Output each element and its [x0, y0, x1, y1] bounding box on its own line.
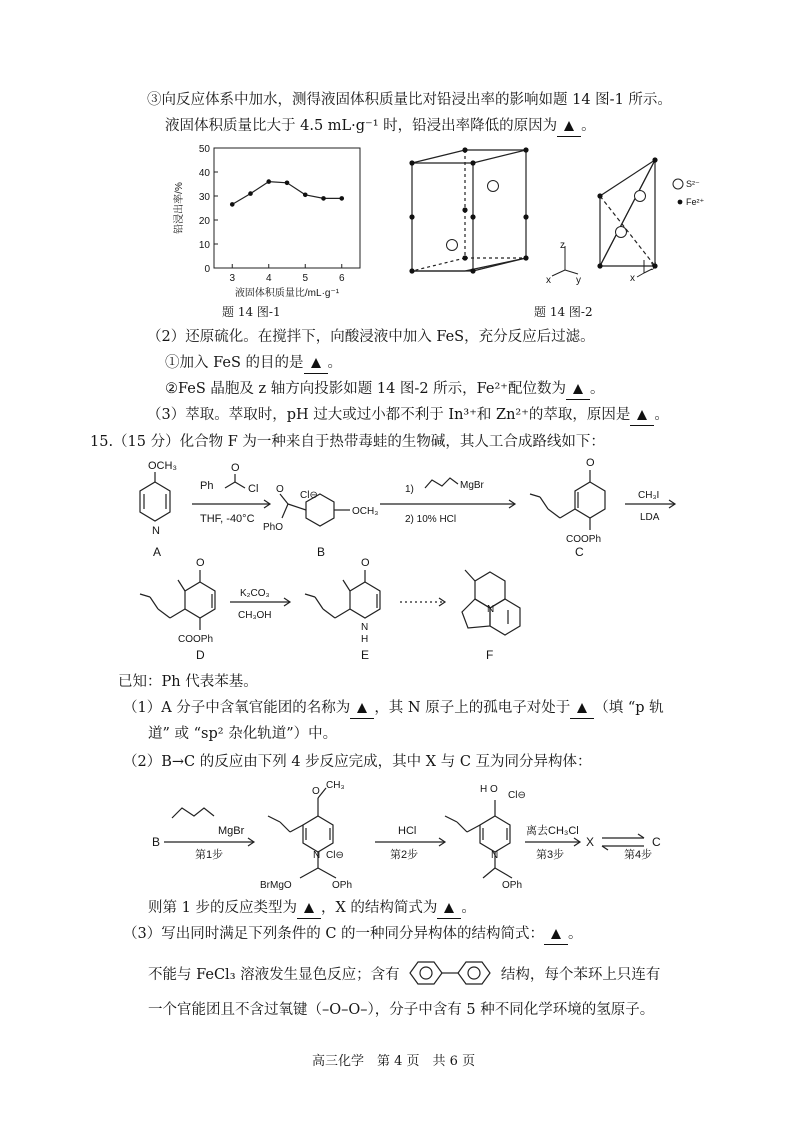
- data-point: [248, 191, 253, 196]
- condition-line1: [148, 960, 660, 986]
- D-cooph: COOPh: [178, 634, 214, 645]
- s2-mgbr: MgBr: [218, 825, 245, 837]
- answer-blank[interactable]: [350, 698, 374, 719]
- q14-2-2-text: ②FeS 晶胞及 z 轴方向投影如题 14 图-2 所示，Fe²⁺配位数为: [165, 381, 566, 397]
- reagent1-cond: THF, -40°C: [200, 513, 255, 525]
- B-cl: Cl⊖: [300, 490, 318, 501]
- y-tick-label: 40: [198, 168, 210, 179]
- E-n: N: [361, 622, 369, 633]
- q14-part3: [147, 405, 669, 426]
- condition-line2: 一个官能团且不含过氧键（–O–O–），分子中含有 5 种不同化学环境的氢原子。: [148, 1002, 655, 1018]
- axis-x: x: [546, 275, 551, 286]
- legend-fe-marker: [678, 200, 683, 205]
- E-label: E: [361, 648, 370, 662]
- legend-s-marker: [673, 179, 683, 189]
- punct: 。: [327, 355, 342, 371]
- triangle-icon: [577, 703, 587, 713]
- fe-atoms: [409, 147, 528, 273]
- step4-k2co3: K₂CO₃: [240, 588, 270, 599]
- y-tick-label: 30: [198, 192, 210, 203]
- x-axis-label: 液固体积质量比/mL·g⁻¹: [234, 288, 340, 299]
- page-footer: 高三化学 第 4 页 共 6 页: [312, 1054, 476, 1069]
- chart-lead-leaching: [170, 140, 370, 300]
- legend-s: S²⁻: [686, 179, 700, 189]
- triangle-icon: [551, 929, 561, 939]
- step2-mgbr: MgBr: [460, 480, 484, 491]
- s2-X: X: [586, 835, 595, 849]
- s1a: （1）A 分子中含氧官能团的名称为: [123, 700, 351, 716]
- int1-n: N: [313, 850, 321, 861]
- answer-blank[interactable]: [544, 924, 568, 945]
- B-pho: PhO: [263, 522, 284, 533]
- answer-blank[interactable]: [304, 353, 328, 374]
- s2-hcl: HCl: [398, 825, 417, 837]
- q14-part2-2: [165, 379, 604, 400]
- s2a: 则第 1 步的反应类型为: [148, 900, 297, 916]
- q14-2-1-text: ①加入 FeS 的目的是: [165, 355, 304, 371]
- q-part3-line1: ③向反应体系中加水，测得液固体积质量比对铅浸出率的影响如题 14 图-1 所示。: [147, 92, 672, 108]
- triangle-icon: [564, 121, 574, 131]
- A-och3: OCH₃: [148, 460, 177, 472]
- int1-cl: Cl⊖: [326, 850, 344, 861]
- s2-step3: 第3步: [536, 849, 565, 861]
- proj-axis-x: x: [630, 273, 635, 284]
- F-n: N: [487, 604, 495, 615]
- punct: 。: [654, 407, 669, 423]
- legend-fe: Fe²⁺: [686, 197, 705, 207]
- answer-blank[interactable]: [630, 405, 654, 426]
- s2-C: C: [652, 835, 661, 849]
- step3-lda: LDA: [640, 512, 660, 523]
- four-step-mechanism: [150, 776, 710, 896]
- q-part3-line2-text: 液固体积质量比大于 4.5 mL·g⁻¹ 时，铅浸出率降低的原因为: [165, 118, 558, 134]
- s2-remove: 离去CH₃Cl: [526, 825, 579, 837]
- int2-n: N: [491, 850, 499, 861]
- y-tick-label: 10: [198, 240, 210, 251]
- x-tick-label: 6: [338, 273, 345, 284]
- step2-hcl: 2) 10% HCl: [405, 514, 457, 525]
- int1-oph: OPh: [332, 880, 353, 891]
- A-label: A: [153, 545, 162, 559]
- unit-cell-box: [412, 150, 526, 271]
- triangle-icon: [357, 703, 367, 713]
- proj-axis-y: y: [651, 260, 656, 271]
- q14-part2: （2）还原硫化。在搅拌下，向酸浸液中加入 FeS，充分反应后过滤。: [147, 329, 595, 345]
- punct: 。: [589, 381, 605, 397]
- q-part3-line2: [165, 116, 596, 137]
- projection-triangle: [600, 160, 655, 266]
- triangle-icon: [573, 384, 583, 394]
- A-n: N: [152, 525, 160, 537]
- s1c: （填 “p 轨: [594, 700, 664, 716]
- y-axis-label: 铅浸出率/%: [174, 182, 185, 234]
- E-h: H: [361, 634, 369, 645]
- s2-step1: 第1步: [195, 849, 224, 861]
- F-label: F: [486, 648, 494, 662]
- x-tick-label: 4: [265, 273, 272, 284]
- punct: 。: [581, 118, 596, 134]
- reagent1-ph: Ph: [200, 480, 214, 492]
- answer-blank[interactable]: [557, 116, 581, 137]
- step3-ch3i: CH₃I: [638, 490, 660, 501]
- synthesis-route-scheme: [120, 452, 680, 667]
- axis-y: y: [576, 275, 581, 286]
- B-label: B: [317, 545, 326, 559]
- known-note: 已知：Ph 代表苯基。: [118, 674, 258, 690]
- data-point: [339, 196, 344, 201]
- int1-ch3: CH₃: [326, 780, 345, 791]
- s2-line: （2）B→C 的反应由下列 4 步反应完成，其中 X 与 C 互为同分异构体：: [123, 754, 592, 770]
- data-point: [321, 196, 326, 201]
- c1a: 不能与 FeCl₃ 溶液发生显色反应；含有: [148, 967, 400, 983]
- int1-o: O: [312, 786, 320, 797]
- D-label: D: [196, 648, 205, 662]
- C-label: C: [575, 545, 584, 559]
- s2-step2: 第2步: [390, 849, 419, 861]
- biphenyl-icon: [404, 960, 496, 986]
- q14-3-text: （3）萃取。萃取时，pH 过大或过小都不利于 In³⁺和 Zn²⁺的萃取，原因是: [147, 407, 631, 423]
- s2-answer: [148, 898, 476, 919]
- data-point: [303, 193, 308, 198]
- s1-line2: 道” 或 “sp² 杂化轨道”）中。: [148, 726, 338, 742]
- s3-line: [123, 924, 583, 945]
- B-o: O: [276, 484, 284, 495]
- triangle-icon: [311, 358, 321, 368]
- int2-o: O: [490, 784, 498, 795]
- x-tick-label: 3: [229, 273, 236, 284]
- s2b: ，X 的结构简式为: [320, 900, 438, 916]
- C-o: O: [586, 457, 595, 469]
- triangle-icon: [304, 903, 314, 913]
- step2-1: 1): [405, 484, 414, 495]
- s3b: 。: [568, 926, 583, 942]
- answer-blank[interactable]: [566, 379, 590, 400]
- int1-brmgo: BrMgO: [260, 880, 292, 891]
- B-och3: OCH₃: [352, 506, 379, 517]
- x-tick-label: 5: [302, 273, 309, 284]
- fes-unit-cell-figure: [400, 140, 730, 300]
- D-o: O: [196, 557, 205, 569]
- s3a: （3）写出同时满足下列条件的 C 的一种同分异构体的结构简式：: [123, 926, 545, 942]
- y-tick-label: 50: [198, 144, 210, 155]
- s2c: 。: [461, 900, 476, 916]
- C-cooph: COOPh: [566, 534, 602, 545]
- q14-part2-1: [165, 353, 342, 374]
- answer-blank[interactable]: [570, 698, 594, 719]
- axis-small-1: [552, 246, 578, 276]
- s2-B: B: [152, 835, 161, 849]
- step4-ch3oh: CH₃OH: [238, 610, 272, 621]
- figure2-caption: 题 14 图-2: [534, 305, 593, 319]
- triangle-icon: [444, 903, 454, 913]
- data-point: [266, 179, 271, 184]
- s2-step4: 第4步: [624, 849, 653, 861]
- figure1-caption: 题 14 图-1: [222, 305, 281, 319]
- answer-blank[interactable]: [437, 898, 461, 919]
- answer-blank[interactable]: [297, 898, 321, 919]
- reagent1-o: O: [231, 462, 240, 474]
- chart-frame: [214, 148, 360, 268]
- y-tick-label: 0: [204, 264, 210, 275]
- int2-oph: OPh: [502, 880, 523, 891]
- s1-line1: [123, 698, 664, 719]
- c1b: 结构，每个苯环上只连有: [500, 967, 661, 983]
- data-point: [285, 181, 290, 186]
- axis-z: z: [560, 240, 565, 251]
- data-point: [230, 202, 235, 207]
- int2-h: H: [480, 784, 488, 795]
- E-o: O: [361, 557, 370, 569]
- triangle-icon: [637, 410, 647, 420]
- int2-cl: Cl⊖: [508, 790, 526, 801]
- q15-title: 15.（15 分）化合物 F 为一种来自于热带毒蛙的生物碱，其人工合成路线如下：: [90, 434, 605, 450]
- reagent1-cl: Cl: [248, 483, 259, 495]
- y-tick-label: 20: [198, 216, 210, 227]
- s1b: ，其 N 原子上的孤电子对处于: [374, 700, 571, 716]
